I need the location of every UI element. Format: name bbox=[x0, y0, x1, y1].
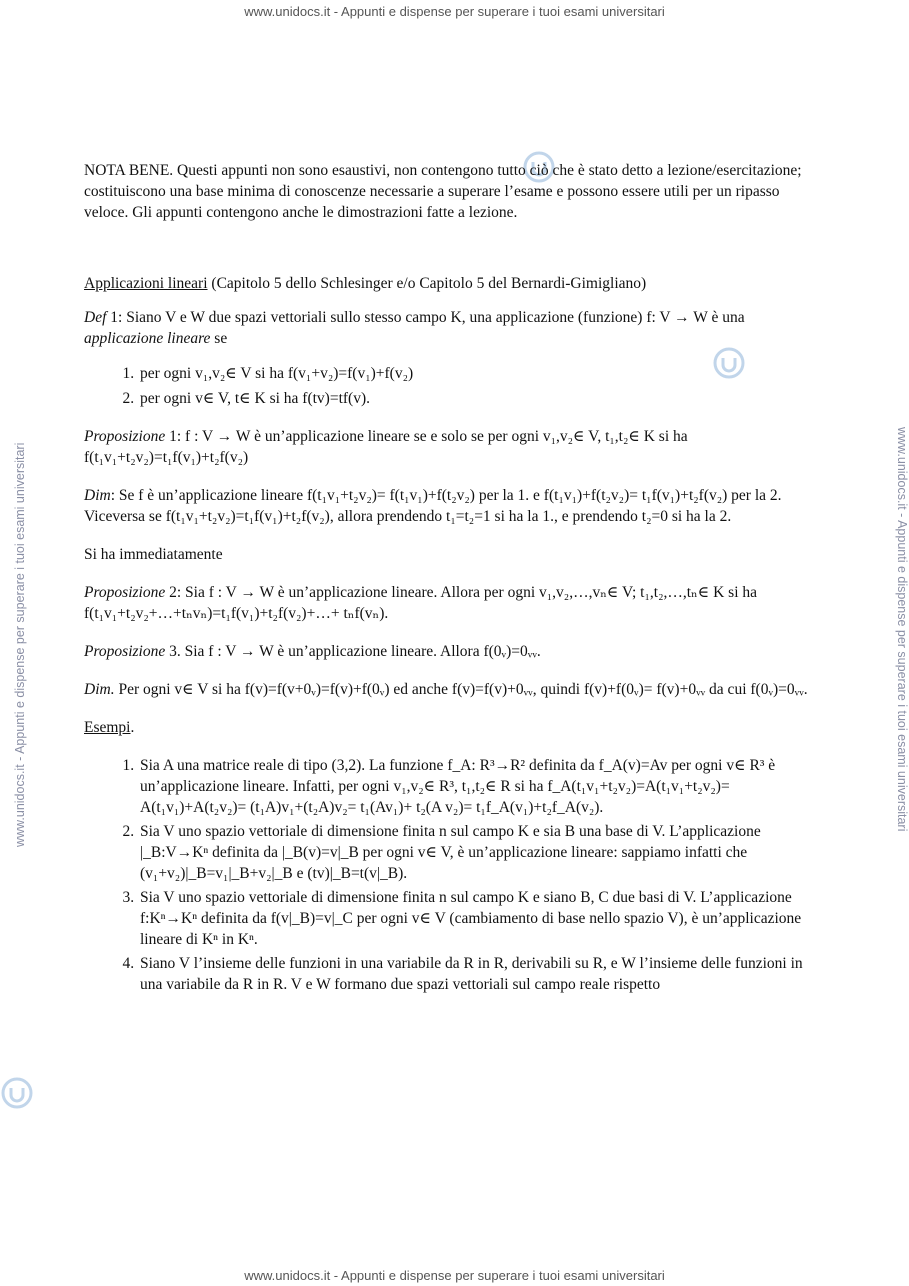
list-item: 1. per ogni v₁,v₂∈ V si ha f(v₁+v₂)=f(v₁)+f(v₂) bbox=[138, 363, 824, 384]
def-term: applicazione lineare bbox=[84, 330, 211, 347]
list-item: 2. Sia V uno spazio vettoriale di dimensione finita n sul campo K e sia B una base di V. L’applicazione |_B:V→Kⁿ definita da |_B(v)=v|_B per ogni v∈ V, è un’applicazione lineare: sappiamo infatti che (v₁+v₂)|_B=v₁|_B+v₂|_B e (tv)|_B=t(v|_B). bbox=[138, 821, 824, 884]
prop-label: Proposizione bbox=[84, 643, 166, 660]
proof-1 bbox=[84, 485, 824, 527]
document-body bbox=[84, 160, 824, 1012]
proof-text: Per ogni v∈ V si ha f(v)=f(v+0ᵥ)=f(v)+f(0ᵥ) ed anche f(v)=f(v)+0ᵥᵥ, quindi f(v)+f(0ᵥ)= f(v)+0ᵥᵥ da cui f(0ᵥ)=0ᵥᵥ. bbox=[114, 681, 808, 698]
unidocs-logo-icon bbox=[0, 1076, 34, 1110]
definition-1 bbox=[84, 307, 824, 349]
list-item: 1. Sia A una matrice reale di tipo (3,2). La funzione f_A: R³→R² definita da f_A(v)=Av per ogni v∈ R³ è un’applicazione lineare. Infatti, per ogni v₁,v₂∈ R³, t₁,t₂∈ R si ha f_A(t₁v₁+t₂v₂)=A(t₁v₁+t₂v₂)= A(t₁v₁)+A(t₂v₂)= (t₁A)v₁+(t₂A)v₂= t₁(Av₁)+ t₂(A v₂)= t₁f_A(v₁)+t₂f_A(v₂). bbox=[138, 755, 824, 818]
def-label: Def bbox=[84, 309, 107, 326]
section-subtitle: (Capitolo 5 dello Schlesinger e/o Capitolo 5 del Bernardi-Gimigliano) bbox=[207, 275, 647, 292]
list-item: 2. per ogni v∈ V, t∈ K si ha f(tv)=tf(v). bbox=[138, 388, 824, 409]
section-heading bbox=[84, 273, 824, 294]
si-ha-immediatamente: Si ha immediatamente bbox=[84, 546, 223, 563]
watermark-banner-top: www.unidocs.it - Appunti e dispense per superare i tuoi esami universitari bbox=[244, 4, 665, 19]
section-title: Applicazioni lineari bbox=[84, 275, 208, 292]
prop-text: 3. Sia f : V → W è un’applicazione lineare. Allora f(0ᵥ)=0ᵥᵥ. bbox=[165, 643, 541, 660]
prop-label: Proposizione bbox=[84, 584, 166, 601]
proof-label: Dim bbox=[84, 487, 111, 504]
def-text-a: 1: Siano V e W due spazi vettoriali sullo stesso campo K, una applicazione (funzione) f: V → W è una bbox=[106, 309, 745, 326]
prop-text: 1: f : V → W è un’applicazione lineare se e solo se per ogni v₁,v₂∈ V, t₁,t₂∈ K si ha f(t₁v₁+t₂v₂)=t₁f(v₁)+t₂f(v₂) bbox=[84, 428, 688, 466]
list-item: 3. Sia V uno spazio vettoriale di dimensione finita n sul campo K e siano B, C due basi di V. L’applicazione f:Kⁿ→Kⁿ definita da f(v|_B)=v|_C per ogni v∈ V (cambiamento di base nello spazio V), è un’applicazione lineare di Kⁿ in Kⁿ. bbox=[138, 887, 824, 950]
watermark-side-left: www.unidocs.it - Appunti e dispense per superare i tuoi esami universitari bbox=[13, 442, 27, 847]
examples-list bbox=[84, 755, 824, 995]
nota-bene-paragraph: NOTA BENE. Questi appunti non sono esaustivi, non contengono tutto ciò che è stato detto a lezione/esercitazione; costituiscono una base minima di conoscenze necessarie a superare l’esame e possono essere utili per un ripasso veloce. Gli appunti contengono anche le dimostrazioni fatte a lezione. bbox=[84, 162, 802, 221]
definition-conditions bbox=[84, 363, 824, 409]
prop-text: 2: Sia f : V → W è un’applicazione lineare. Allora per ogni v₁,v₂,…,vₙ∈ V; t₁,t₂,…,tₙ∈ K si ha f(t₁v₁+t₂v₂+…+tₙvₙ)=t₁f(v₁)+t₂f(v₂)+…+ tₙf(vₙ). bbox=[84, 584, 758, 622]
proof-3 bbox=[84, 679, 824, 700]
list-item: 4. Siano V l’insieme delle funzioni in una variabile da R in R, derivabili su R, e W l’insieme delle funzioni in una variabile da R in R. V e W formano due spazi vettoriali sul campo reale rispetto bbox=[138, 953, 824, 995]
examples-title: Esempi bbox=[84, 719, 131, 736]
watermark-banner-bottom: www.unidocs.it - Appunti e dispense per superare i tuoi esami universitari bbox=[244, 1268, 665, 1283]
proposition-1 bbox=[84, 426, 824, 468]
proposition-3 bbox=[84, 641, 824, 662]
prop-label: Proposizione bbox=[84, 428, 166, 445]
watermark-side-right: www.unidocs.it - Appunti e dispense per superare i tuoi esami universitari bbox=[895, 427, 909, 832]
proposition-2 bbox=[84, 582, 824, 624]
proof-label: Dim. bbox=[84, 681, 115, 698]
def-text-b: se bbox=[210, 330, 228, 347]
proof-text: : Se f è un’applicazione lineare f(t₁v₁+t₂v₂)= f(t₁v₁)+f(t₂v₂) per la 1. e f(t₁v₁)+f(t₂v₂)= t₁f(v₁)+t₂f(v₂) per la 2. Viceversa se f(t₁v₁+t₂v₂)=t₁f(v₁)+t₂f(v₂), allora prendendo t₁=t₂=1 si ha la 1., e prendendo t₂=0 si ha la 2. bbox=[84, 487, 782, 525]
examples-heading: Esempi. bbox=[84, 719, 135, 736]
